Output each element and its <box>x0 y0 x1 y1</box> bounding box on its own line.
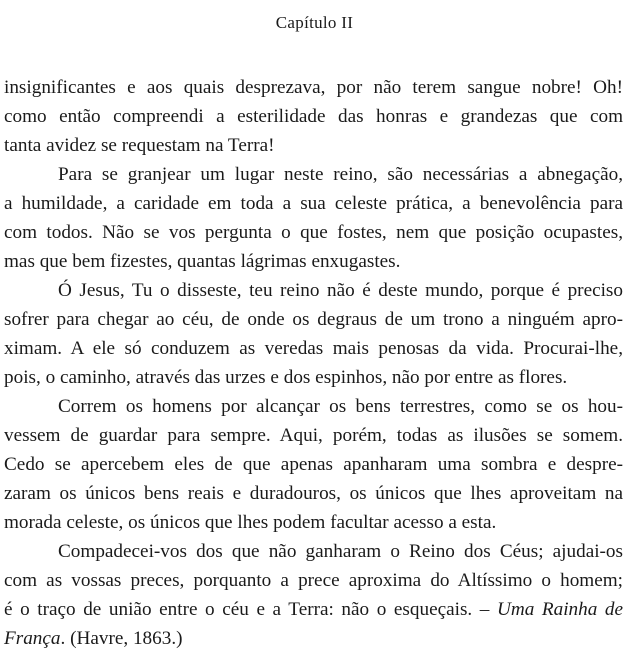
text-line: mas que bem fizestes, quantas lágrimas enxugastes. <box>4 251 401 272</box>
text-line: tanta avidez se requestam na Terra! <box>4 135 275 156</box>
line-text: é o traço de união entre o céu e a Terra: não o esqueçais. – <box>4 599 490 620</box>
text-line: com todos. Não se vos pergunta o que fostes, nem que posição ocupastes, <box>4 222 623 243</box>
text-line <box>4 624 623 653</box>
text-line: como então compreendi a esterilidade das honras e grandezas que com <box>4 106 623 127</box>
citation-tail: . (Havre, 1863.) <box>60 628 183 649</box>
text-line: insignificantes e aos quais desprezava, por não terem sangue nobre! Oh! <box>4 77 623 98</box>
text-line: a humildade, a caridade em toda a sua celeste prática, a benevolência para <box>4 193 623 214</box>
text-line: Para se granjear um lugar neste reino, são necessárias a abnegação, <box>58 164 623 185</box>
citation-italic: Uma Rainha de <box>496 599 624 620</box>
text-line: ximam. A ele só conduzem as veredas mais penosas da vida. Procurai-lhe, <box>4 338 623 359</box>
text-line: zaram os únicos bens reais e duradouros, os únicos que lhes aproveitam na <box>4 483 623 504</box>
text-line: pois, o caminho, através das urzes e dos espinhos, não por entre as flores. <box>4 367 568 388</box>
text-line <box>4 595 623 624</box>
text-line: Ó Jesus, Tu o disseste, teu reino não é deste mundo, porque é preciso <box>58 280 623 301</box>
chapter-header: Capítulo II <box>275 13 354 32</box>
text-line: sofrer para chegar ao céu, de onde os degraus de um trono a ninguém apro- <box>4 309 623 330</box>
text-line: vessem de guardar para sempre. Aqui, porém, todas as ilusões se somem. <box>4 425 623 446</box>
text-line: Cedo se apercebem eles de que apenas apanharam uma sombra e despre- <box>4 454 623 475</box>
citation-italic: França <box>4 628 61 649</box>
text-line: morada celeste, os únicos que lhes podem facultar acesso a esta. <box>4 512 497 533</box>
text-line: com as vossas preces, porquanto a prece aproxima do Altíssimo o homem; <box>4 570 623 591</box>
body-text <box>4 73 623 653</box>
text-line: Compadecei-vos dos que não ganharam o Reino dos Céus; ajudai-os <box>58 541 623 562</box>
text-line: Correm os homens por alcançar os bens terrestres, como se os hou- <box>58 396 623 417</box>
